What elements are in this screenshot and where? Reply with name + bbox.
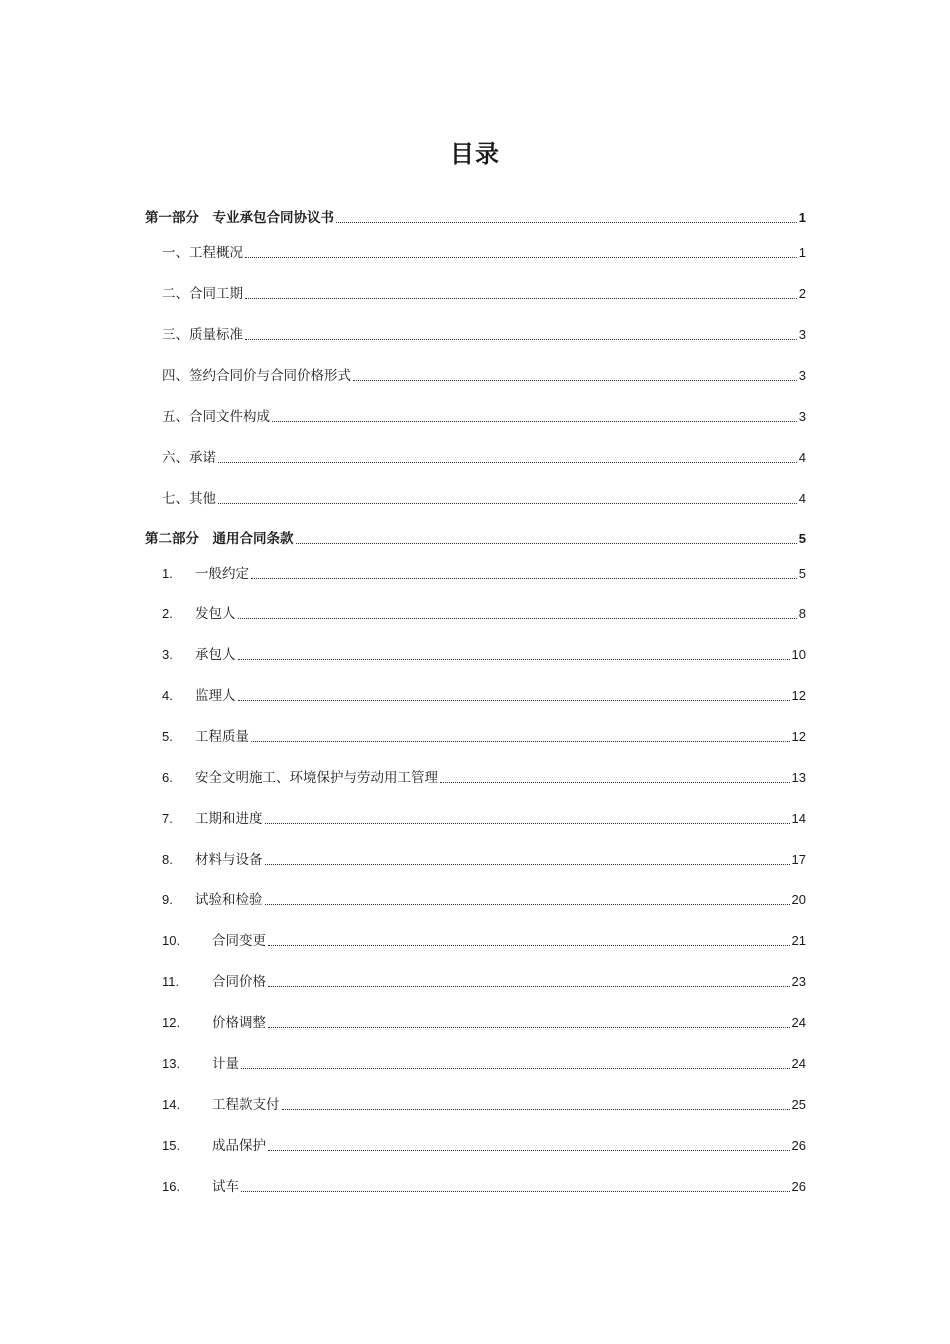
toc-dot-leader: [268, 986, 790, 987]
toc-dot-leader: [241, 1068, 790, 1069]
toc-entry[interactable]: [162, 847, 806, 869]
toc-entry-label: 合同变更: [212, 933, 266, 949]
toc-entry[interactable]: [162, 281, 806, 303]
toc-entry-number: 14.: [162, 1097, 181, 1112]
toc-entry-number: 13.: [162, 1056, 181, 1071]
toc-page-number: 12: [791, 729, 806, 744]
toc-entry[interactable]: [162, 1092, 806, 1114]
toc-dot-leader: [265, 823, 790, 824]
toc-page-number: 24: [791, 1015, 806, 1030]
toc-entry-number: 9.: [162, 892, 173, 907]
toc-dot-leader: [265, 904, 790, 905]
toc-page-number: 20: [791, 892, 806, 907]
toc-page-number: 1: [798, 210, 806, 225]
toc-entry[interactable]: [162, 240, 806, 262]
toc-entry-label: 合同价格: [212, 974, 266, 990]
toc-dot-leader: [245, 298, 797, 299]
toc-dot-leader: [238, 659, 790, 660]
toc-part-entry[interactable]: [145, 205, 806, 227]
toc-entry[interactable]: [162, 601, 806, 623]
toc-dot-leader: [268, 1150, 790, 1151]
toc-entry[interactable]: [162, 683, 806, 705]
toc-entry[interactable]: [162, 1010, 806, 1032]
toc-page-number: 14: [791, 811, 806, 826]
toc-page-number: 5: [798, 531, 806, 546]
toc-entry[interactable]: [162, 1133, 806, 1155]
toc-entry-number: 15.: [162, 1138, 181, 1153]
toc-entry-label: 安全文明施工、环境保护与劳动用工管理: [195, 770, 438, 786]
toc-entry-number: 6.: [162, 770, 173, 785]
toc-dot-leader: [282, 1109, 790, 1110]
toc-page-number: 25: [791, 1097, 806, 1112]
toc-entry-number: 8.: [162, 852, 173, 867]
toc-entry[interactable]: [162, 322, 806, 344]
toc-page-number: 2: [798, 286, 806, 301]
toc-dot-leader: [353, 380, 797, 381]
toc-page-number: 3: [798, 409, 806, 424]
toc-entry-label: 计量: [212, 1056, 239, 1072]
toc-entry-number: 16.: [162, 1179, 181, 1194]
toc-entry[interactable]: [162, 724, 806, 746]
page-title: 目录: [450, 140, 500, 168]
toc-entry[interactable]: [162, 765, 806, 787]
toc-entry-number: 12.: [162, 1015, 181, 1030]
toc-dot-leader: [218, 503, 797, 504]
toc-entry-number: 4.: [162, 688, 173, 703]
toc-entry-number: 3.: [162, 647, 173, 662]
toc-dot-leader: [440, 782, 790, 783]
toc-entry-label: 发包人: [195, 606, 236, 622]
toc-entry[interactable]: [162, 887, 806, 909]
toc-page-number: 13: [791, 770, 806, 785]
toc-dot-leader: [296, 543, 797, 544]
toc-entry-label: 承包人: [195, 647, 236, 663]
toc-entry-label: 成品保护: [212, 1138, 266, 1154]
toc-page-number: 5: [798, 566, 806, 581]
toc-entry-label: 四、签约合同价与合同价格形式: [162, 368, 351, 384]
toc-entry-label: 六、承诺: [162, 450, 216, 466]
toc-page-number: 3: [798, 368, 806, 383]
toc-page-number: 12: [791, 688, 806, 703]
toc-entry[interactable]: [162, 928, 806, 950]
toc-page-number: 8: [798, 606, 806, 621]
toc-entry-number: 5.: [162, 729, 173, 744]
toc-entry-number: 1.: [162, 566, 173, 581]
toc-part-entry[interactable]: [145, 526, 806, 548]
toc-entry-label: 一般约定: [195, 566, 249, 582]
toc-entry-label: 第二部分 通用合同条款: [145, 531, 294, 547]
toc-entry[interactable]: [162, 642, 806, 664]
toc-entry[interactable]: [162, 1051, 806, 1073]
toc-entry[interactable]: [162, 445, 806, 467]
toc-entry[interactable]: [162, 363, 806, 385]
toc-page-number: 26: [791, 1138, 806, 1153]
toc-entry-label: 价格调整: [212, 1015, 266, 1031]
toc-page-number: 24: [791, 1056, 806, 1071]
toc-entry[interactable]: [162, 806, 806, 828]
toc-page-number: 1: [798, 245, 806, 260]
toc-entry-label: 监理人: [195, 688, 236, 704]
toc-page-number: 4: [798, 491, 806, 506]
toc-dot-leader: [268, 945, 790, 946]
toc-dot-leader: [238, 618, 797, 619]
toc-entry-label: 七、其他: [162, 491, 216, 507]
toc-dot-leader: [238, 700, 790, 701]
toc-entry-label: 试验和检验: [195, 892, 263, 908]
toc-entry-number: 2.: [162, 606, 173, 621]
toc-entry[interactable]: [162, 1174, 806, 1196]
toc-dot-leader: [218, 462, 797, 463]
toc-page-number: 10: [791, 647, 806, 662]
toc-dot-leader: [265, 864, 790, 865]
toc-entry[interactable]: [162, 404, 806, 426]
toc-entry-label: 二、合同工期: [162, 286, 243, 302]
toc-entry[interactable]: [162, 486, 806, 508]
toc-entry-number: 7.: [162, 811, 173, 826]
toc-entry-label: 工程款支付: [212, 1097, 280, 1113]
toc-dot-leader: [241, 1191, 790, 1192]
toc-page-number: 26: [791, 1179, 806, 1194]
toc-entry-label: 材料与设备: [195, 852, 263, 868]
toc-page-number: 3: [798, 327, 806, 342]
toc-dot-leader: [268, 1027, 790, 1028]
toc-dot-leader: [245, 339, 797, 340]
toc-entry-label: 一、工程概况: [162, 245, 243, 261]
toc-entry-label: 第一部分 专业承包合同协议书: [145, 210, 334, 226]
toc-entry-label: 五、合同文件构成: [162, 409, 270, 425]
toc-entry-label: 工期和进度: [195, 811, 263, 827]
toc-page-number: 17: [791, 852, 806, 867]
toc-entry-label: 试车: [212, 1179, 239, 1195]
toc-dot-leader: [251, 578, 797, 579]
toc-page-number: 4: [798, 450, 806, 465]
toc-page-number: 21: [791, 933, 806, 948]
toc-entry-number: 10.: [162, 933, 181, 948]
toc-dot-leader: [251, 741, 790, 742]
toc-dot-leader: [336, 222, 797, 223]
toc-entry[interactable]: [162, 561, 806, 583]
toc-dot-leader: [245, 257, 797, 258]
toc-entry-number: 11.: [162, 974, 180, 989]
toc-dot-leader: [272, 421, 797, 422]
toc-entry-label: 三、质量标准: [162, 327, 243, 343]
toc-entry-label: 工程质量: [195, 729, 249, 745]
toc-page-number: 23: [791, 974, 806, 989]
toc-entry[interactable]: [162, 969, 806, 991]
